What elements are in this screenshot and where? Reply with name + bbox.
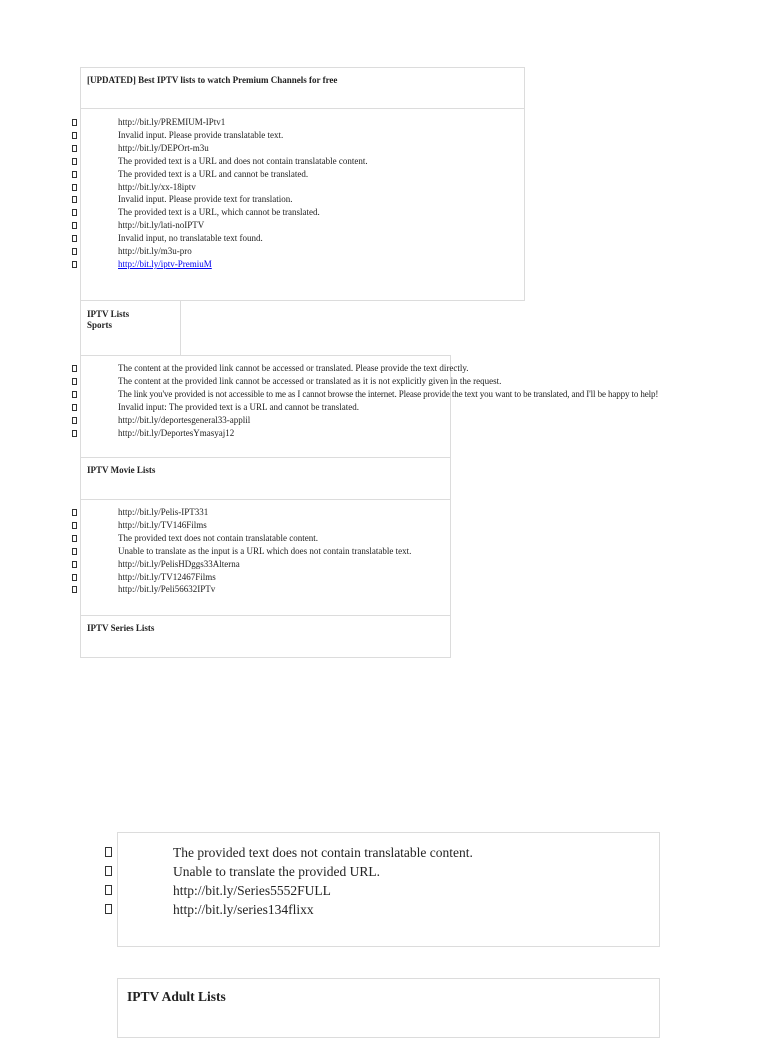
bullet-icon: [72, 171, 77, 178]
bullet-icon: [72, 574, 77, 581]
movies-title-box: [80, 457, 451, 500]
list-item: http://bit.ly/m3u-pro: [72, 245, 532, 258]
list-item: The provided text is a URL and does not contain translatable content.: [72, 155, 532, 168]
bullet-icon: [72, 561, 77, 568]
list-item: Invalid input. Please provide translatable text.: [72, 129, 532, 142]
bullet-icon: [72, 248, 77, 255]
list-item: Unable to translate the provided URL.: [105, 862, 665, 881]
list-item: http://bit.ly/xx-18iptv: [72, 181, 532, 194]
series-section-title: IPTV Series Lists: [87, 623, 155, 633]
list-item: http://bit.ly/TV146Films: [72, 519, 472, 532]
bullet-icon: [72, 586, 77, 593]
list-item: http://bit.ly/DeportesYmasyaj12: [72, 427, 768, 440]
list-item: The provided text is a URL and cannot be translated.: [72, 168, 532, 181]
series-list: [105, 843, 665, 919]
bullet-icon: [72, 391, 77, 398]
list-item: Unable to translate as the input is a URL which does not contain translatable text.: [72, 545, 472, 558]
list-item: Invalid input, no translatable text found.: [72, 232, 532, 245]
list-item: The provided text does not contain translatable content.: [72, 532, 472, 545]
bullet-icon: [72, 132, 77, 139]
premium-list: [72, 116, 532, 271]
bullet-icon: [72, 145, 77, 152]
list-item: http://bit.ly/Series5552FULL: [105, 881, 665, 900]
bullet-icon: [105, 904, 112, 914]
list-item: http://bit.ly/series134flixx: [105, 900, 665, 919]
list-item: The provided text does not contain translatable content.: [105, 843, 665, 862]
list-item: http://bit.ly/deportesgeneral33-applil: [72, 414, 768, 427]
list-item: Invalid input. Please provide text for translation.: [72, 193, 532, 206]
bullet-icon: [72, 184, 77, 191]
list-item: http://bit.ly/PREMIUM-IPtv1: [72, 116, 532, 129]
bullet-icon: [72, 209, 77, 216]
bullet-icon: [72, 119, 77, 126]
bullet-icon: [105, 847, 112, 857]
list-item: http://bit.ly/Peli56632IPTv: [72, 583, 472, 596]
list-item: The provided text is a URL, which cannot be translated.: [72, 206, 532, 219]
list-item: http://bit.ly/DEPOrt-m3u: [72, 142, 532, 155]
list-item: The content at the provided link cannot be accessed or translated. Please provide the text directly.: [72, 362, 768, 375]
bullet-icon: [72, 509, 77, 516]
bullet-icon: [72, 235, 77, 242]
bullet-icon: [105, 866, 112, 876]
bullet-icon: [72, 222, 77, 229]
sports-list: [72, 362, 768, 439]
bullet-icon: [72, 535, 77, 542]
movies-section-title: IPTV Movie Lists: [87, 465, 156, 475]
list-item: http://bit.ly/PelisHDggs33Alterna: [72, 558, 472, 571]
bullet-icon: [72, 378, 77, 385]
list-item: The link you've provided is not accessible to me as I cannot browse the internet. Please provide the text you want to be translated, and I'll be happy to help!: [72, 388, 768, 401]
bullet-icon: [72, 522, 77, 529]
adult-section-title: IPTV Adult Lists: [127, 989, 226, 1004]
list-item: [72, 258, 532, 271]
list-item: http://bit.ly/TV12467Films: [72, 571, 472, 584]
list-item: http://bit.ly/Pelis-IPT331: [72, 506, 472, 519]
sports-section-title: IPTV Lists Sports: [87, 309, 130, 330]
list-item: The content at the provided link cannot be accessed or translated as it is not explicitly given in the request.: [72, 375, 768, 388]
bullet-icon: [72, 196, 77, 203]
bullet-icon: [72, 548, 77, 555]
bullet-icon: [72, 430, 77, 437]
bullet-icon: [72, 417, 77, 424]
list-item: Invalid input: The provided text is a URL and cannot be translated.: [72, 401, 768, 414]
movies-list: [72, 506, 472, 596]
bullet-icon: [105, 885, 112, 895]
bullet-icon: [72, 158, 77, 165]
premium-title-box: [80, 67, 525, 109]
bullet-icon: [72, 404, 77, 411]
bullet-icon: [72, 365, 77, 372]
bullet-icon: [72, 261, 77, 268]
series-title-box: [80, 615, 451, 658]
adult-title-box: [117, 978, 660, 1038]
premium-link[interactable]: http://bit.ly/iptv-PremiuM: [118, 258, 212, 269]
list-item: http://bit.ly/lati-noIPTV: [72, 219, 532, 232]
premium-section-title: [UPDATED] Best IPTV lists to watch Premium Channels for free: [87, 75, 338, 85]
